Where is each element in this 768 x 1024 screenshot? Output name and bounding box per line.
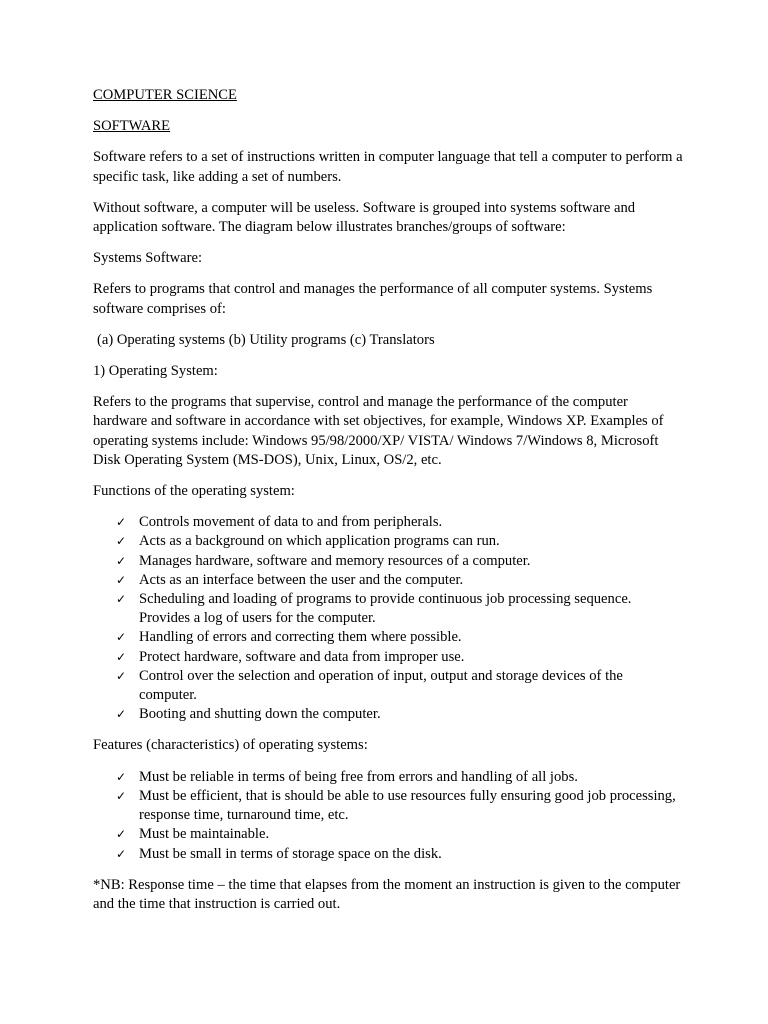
os-features-list xyxy=(93,768,683,864)
checkmark-icon: ✓ xyxy=(116,572,127,587)
list-item-text: Must be reliable in terms of being free from errors and handling of all jobs. xyxy=(139,768,578,785)
checkmark-icon: ✓ xyxy=(116,534,127,549)
list-item xyxy=(93,590,683,628)
checkmark-icon: ✓ xyxy=(116,553,127,568)
checkmark-icon: ✓ xyxy=(116,515,127,530)
list-item xyxy=(93,648,683,667)
os-functions-list xyxy=(93,513,683,724)
list-item-text: Acts as an interface between the user and the computer. xyxy=(139,571,464,588)
list-item-text: Must be maintainable. xyxy=(139,826,270,843)
list-item xyxy=(93,705,683,724)
document-page xyxy=(93,86,683,926)
list-item-text: Must be small in terms of storage space on the disk. xyxy=(139,845,442,862)
heading-operating-system: 1) Operating System: xyxy=(93,363,218,380)
checkmark-icon: ✓ xyxy=(116,707,127,722)
list-item-text: Acts as a background on which application programs can run. xyxy=(139,533,500,550)
paragraph-software-definition: Software refers to a set of instructions written in computer language that tell a computer to perform a specific task, like adding a set of numbers. xyxy=(93,149,683,185)
list-item-text: Controls movement of data to and from peripherals. xyxy=(139,514,443,531)
checkmark-icon: ✓ xyxy=(116,668,127,683)
checkmark-icon: ✓ xyxy=(116,846,127,861)
checkmark-icon: ✓ xyxy=(116,592,127,607)
list-item-text: Scheduling and loading of programs to provide continuous job processing sequence. Provides a log of users for the computer. xyxy=(139,591,632,627)
paragraph-systems-components: (a) Operating systems (b) Utility programs (c) Translators xyxy=(97,331,435,348)
list-item-text: Must be efficient, that is should be able to use resources fully ensuring good job processing, response time, turnaround time, etc. xyxy=(139,787,676,824)
paragraph-systems-software: Refers to programs that control and manages the performance of all computer systems. Systems software comprises of: xyxy=(93,281,653,317)
list-item-text: Manages hardware, software and memory resources of a computer. xyxy=(139,552,531,569)
list-item xyxy=(93,845,683,864)
heading-os-features: Features (characteristics) of operating systems: xyxy=(93,737,368,754)
list-item xyxy=(93,825,683,844)
section-heading-software: SOFTWARE xyxy=(93,118,171,135)
list-item-text: Booting and shutting down the computer. xyxy=(139,706,381,723)
checkmark-icon: ✓ xyxy=(116,827,127,842)
list-item xyxy=(93,552,683,571)
checkmark-icon: ✓ xyxy=(116,788,127,803)
checkmark-icon: ✓ xyxy=(116,630,127,645)
list-item xyxy=(93,787,683,825)
list-item xyxy=(93,571,683,590)
list-item xyxy=(93,513,683,532)
heading-systems-software: Systems Software: xyxy=(93,250,203,267)
checkmark-icon: ✓ xyxy=(116,769,127,784)
list-item-text: Control over the selection and operation of input, output and storage devices of the computer. xyxy=(139,667,623,704)
list-item xyxy=(93,768,683,787)
list-item xyxy=(93,628,683,647)
document-title: COMPUTER SCIENCE xyxy=(93,87,237,103)
checkmark-icon: ✓ xyxy=(116,649,127,664)
list-item xyxy=(93,532,683,551)
paragraph-operating-system: Refers to the programs that supervise, control and manage the performance of the computer hardware and software in accordance with set objectives, for example, Windows XP. Examples of operating systems include: Windows 95/98/2000/XP/ VISTA/ Windows 7/Windows 8, Microsoft Disk Operating System (MS-DOS), Unix, Linux, OS/2, etc. xyxy=(93,394,664,468)
paragraph-note-response-time: *NB: Response time – the time that elapses from the moment an instruction is given to the computer and the time that instruction is carried out. xyxy=(93,876,681,912)
list-item-text: Protect hardware, software and data from improper use. xyxy=(139,648,465,665)
heading-os-functions: Functions of the operating system: xyxy=(93,483,295,500)
list-item xyxy=(93,667,683,705)
paragraph-software-groups: Without software, a computer will be useless. Software is grouped into systems software and application software. The diagram below illustrates branches/groups of software: xyxy=(93,199,636,236)
list-item-text: Handling of errors and correcting them where possible. xyxy=(139,629,462,646)
